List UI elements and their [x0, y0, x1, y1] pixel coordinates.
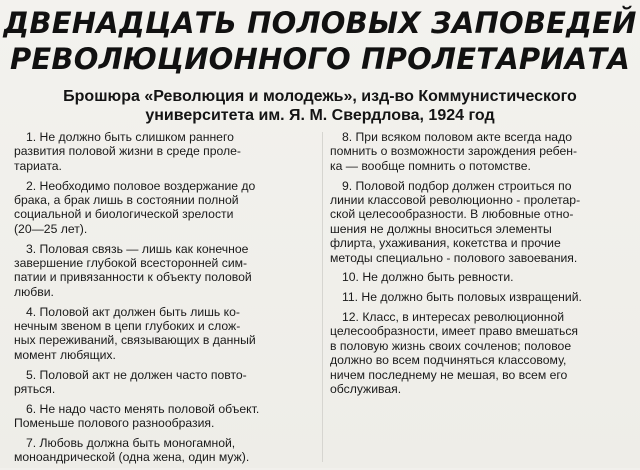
commandment-line: шения не должны вноситься элементы	[330, 221, 552, 236]
commandment-line: 4. Половой акт должен быть лишь ко-	[26, 304, 240, 319]
commandment-line: развития половой жизни в среде проле-	[14, 144, 241, 159]
commandment-line: методы специально - полового завоевания.	[330, 250, 578, 265]
commandment-2	[14, 179, 316, 237]
subtitle-line-2: университета им. Я. М. Свердлова, 1924 год	[145, 107, 495, 124]
commandment-line: ка — вообще помнить о потомстве.	[330, 158, 531, 173]
commandment-line: 10. Не должно быть ревности.	[342, 270, 514, 285]
commandment-3	[14, 242, 316, 300]
commandment-line: 11. Не должно быть половых извращений.	[342, 290, 582, 305]
commandment-4	[14, 305, 316, 363]
commandment-line: флирта, ухаживания, кокетства и прочие	[330, 236, 561, 251]
commandment-line: линии классовой революционно - пролетар-	[330, 193, 581, 208]
commandment-line: нечным звеном в цепи глубоких и слож-	[14, 319, 241, 334]
commandment-line: 9. Половой подбор должен строиться по	[342, 178, 572, 193]
commandment-line: 1. Не должно быть слишком раннего	[26, 130, 234, 144]
right-column	[330, 130, 632, 402]
commandment-line: ничем последнему не мешая, во всем его	[330, 367, 568, 382]
commandment-line: патии и привязанности к объекту половой	[14, 270, 252, 285]
commandment-line: завершение глубокой всесторонней сим-	[14, 256, 248, 271]
commandment-line: (20—25 лет).	[14, 221, 88, 236]
commandment-9	[330, 179, 632, 265]
commandment-line: обслуживая.	[330, 382, 402, 397]
commandment-12	[330, 310, 632, 396]
column-divider	[322, 132, 323, 462]
commandment-line: Поменьше полового разнообразия.	[14, 416, 215, 431]
commandment-line: брака, а брак лишь в состоянии полной	[14, 193, 239, 208]
commandment-5	[14, 368, 316, 397]
commandment-8	[330, 130, 632, 173]
commandment-line: 6. Не надо часто менять половой объект.	[26, 401, 260, 416]
commandment-10	[330, 270, 632, 284]
commandment-line: целесообразности, имеет право вмешаться	[330, 324, 579, 339]
commandment-line: 12. Класс, в интересах революционной	[342, 310, 565, 325]
commandment-line: 7. Любовь должна быть моногамной,	[26, 436, 236, 451]
headline-line-2: РЕВОЛЮЦИОННОГО ПРОЛЕТАРИАТА	[9, 42, 631, 76]
commandment-line: 8. При всяком половом акте всегда надо	[342, 130, 572, 144]
commandment-1	[14, 130, 316, 173]
commandment-11	[330, 290, 632, 304]
commandment-line: помнить о возможности зарождения ребен-	[330, 144, 578, 159]
commandment-line: любви.	[14, 284, 54, 299]
commandment-line: социальной и биологической зрелости	[14, 207, 234, 222]
commandment-line: в половую жизнь своих сочленов; половое	[330, 338, 572, 353]
commandment-line: моноандрической (одна жена, один муж).	[14, 450, 250, 465]
commandment-6	[14, 402, 316, 431]
commandment-line: 3. Половая связь — лишь как конечное	[26, 241, 249, 256]
commandment-line: 5. Половой акт не должен часто повто-	[26, 367, 247, 382]
commandment-line: ряться.	[14, 382, 56, 397]
subtitle-line-1: Брошюра «Революция и молодежь», изд-во Коммунистического	[63, 88, 577, 105]
commandment-line: ской целесообразности. В любовные отно-	[330, 207, 574, 222]
commandment-7	[14, 436, 316, 465]
commandment-line: момент любящих.	[14, 347, 116, 362]
headline-line-1: ДВЕНАДЦАТЬ ПОЛОВЫХ ЗАПОВЕДЕЙ	[3, 6, 637, 40]
commandment-line: тариата.	[14, 158, 62, 173]
commandment-line: ных переживаний, связывающих в данный	[14, 333, 256, 348]
commandment-line: 2. Необходимо половое воздержание до	[26, 178, 256, 193]
commandment-line: должно во всем подчиняться классовому,	[330, 353, 567, 368]
left-column	[14, 130, 316, 470]
